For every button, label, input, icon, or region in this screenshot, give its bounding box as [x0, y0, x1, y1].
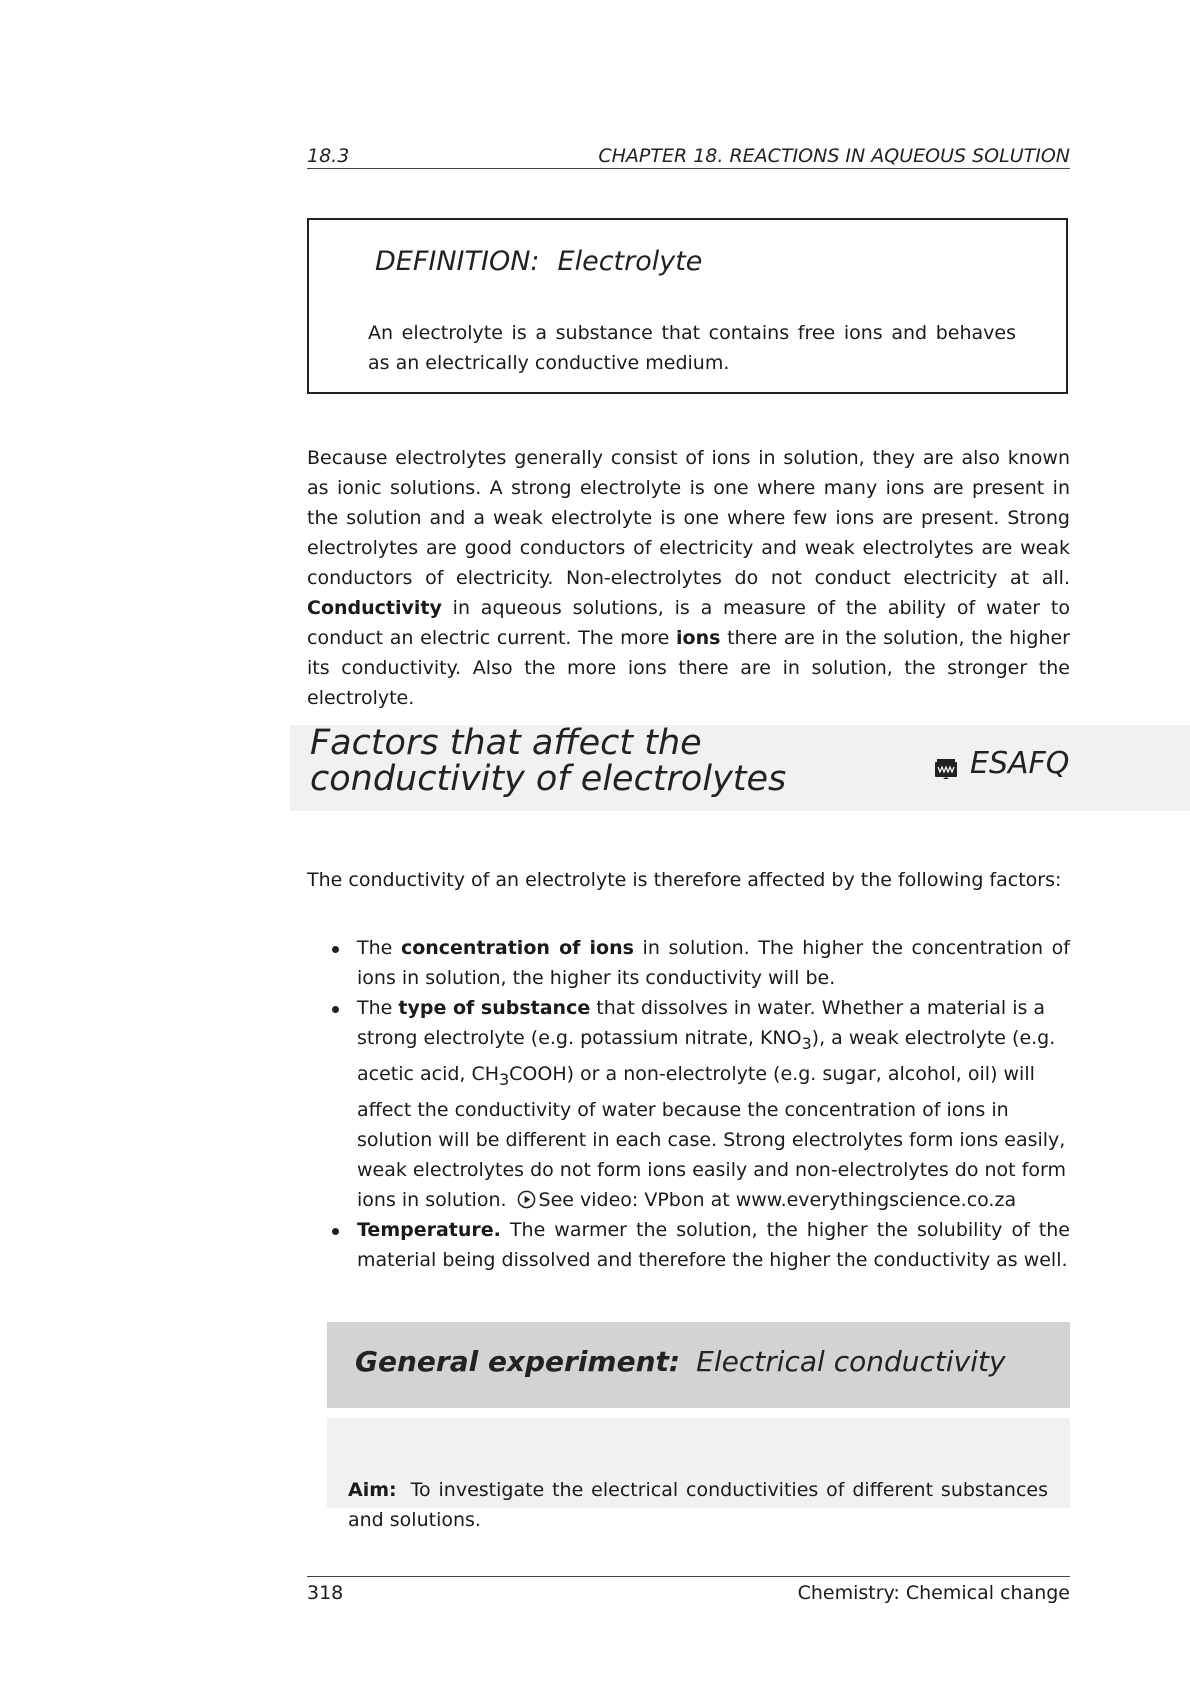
experiment-aim [348, 1475, 1048, 1535]
intro-text-2: in aqueous solutions, is a measure of the ability of water to conduct an electric current. The more [307, 597, 1070, 649]
page-number: 318 [307, 1582, 344, 1604]
subscript: 3 [499, 1069, 510, 1089]
subscript: 3 [801, 1033, 812, 1053]
definition-term: Electrolyte [557, 246, 703, 277]
running-header-section: 18.3 [307, 145, 350, 167]
bullet-text: ), a weak electrolyte (e.g. acetic acid, CH [357, 1027, 1056, 1085]
book-title: Chemistry: Chemical change [797, 1582, 1070, 1604]
bullet-bold: concentration of ions [400, 937, 634, 959]
intro-bold-ions: ions [676, 627, 721, 649]
bullet-bold: type of substance [398, 997, 591, 1019]
list-item [330, 933, 1070, 993]
video-link-text[interactable]: See video: VPbon at www.everythingscience.co.za [538, 1188, 1017, 1211]
experiment-title [355, 1345, 1006, 1378]
intro-paragraph [307, 443, 1070, 713]
aim-text: To investigate the electrical conductivities of different substances and solutions. [348, 1479, 1048, 1531]
footer-divider [307, 1576, 1070, 1577]
section-code-link[interactable]: ESAFQ [970, 746, 1070, 781]
bullet-text: The warmer the solution, the higher the solubility of the material being dissolved and therefore the higher the conductivity as well. [357, 1218, 1070, 1271]
running-header-chapter: CHAPTER 18. REACTIONS IN AQUEOUS SOLUTION [598, 145, 1070, 167]
header-divider [307, 168, 1070, 169]
definition-label: DEFINITION: [375, 246, 540, 277]
experiment-label: General experiment: [355, 1345, 681, 1378]
aim-label: Aim: [348, 1479, 397, 1501]
factors-intro: The conductivity of an electrolyte is therefore affected by the following factors: [307, 869, 1062, 891]
intro-bold-conductivity: Conductivity [307, 597, 442, 619]
bullet-text: The [357, 937, 401, 959]
experiment-name: Electrical conductivity [696, 1345, 1006, 1378]
play-icon[interactable] [517, 1190, 536, 1209]
list-item [330, 1215, 1070, 1275]
bullet-text: in solution. The higher the concentration of ions in solution, the higher its conductivity will be. [357, 937, 1070, 989]
intro-text-3: there are in the solution, the higher its conductivity. Also the more ions there are in solution, the stronger the electrolyte. [307, 627, 1070, 709]
bullet-text: The [357, 997, 399, 1019]
bullet-text: that dissolves in water. Whether a material is a strong electrolyte (e.g. potassium nitrate, KNO [357, 997, 1046, 1049]
factors-list [330, 933, 1070, 1275]
list-item [330, 993, 1070, 1215]
video-link[interactable] [517, 1189, 1017, 1211]
definition-title [375, 246, 702, 277]
bullet-text: COOH) or a non-electrolyte (e.g. sugar, alcohol, oil) will affect the conductivity of water because the concentration of ions in solution will be different in each case. Strong electrolytes form ions easily, weak electrolytes do not form ions easily and non-electrolytes do not form ions in solution. [357, 1062, 1066, 1211]
intro-text-1: Because electrolytes generally consist of ions in solution, they are also known as ionic solutions. A strong electrolyte is one where many ions are present in the solution and a weak electrolyte is one where few ions are present. Strong electrolytes are good conductors of electricity and weak electrolytes are weak conductors of electricity. Non-electrolytes do not conduct electricity at all. [307, 447, 1070, 589]
bullet-bold: Temperature. [357, 1218, 501, 1241]
section-title: Factors that affect the conductivity of electrolytes [310, 723, 787, 799]
video-book-icon[interactable] [935, 759, 957, 779]
definition-text: An electrolyte is a substance that contains free ions and behaves as an electrically conductive medium. [368, 322, 1016, 374]
